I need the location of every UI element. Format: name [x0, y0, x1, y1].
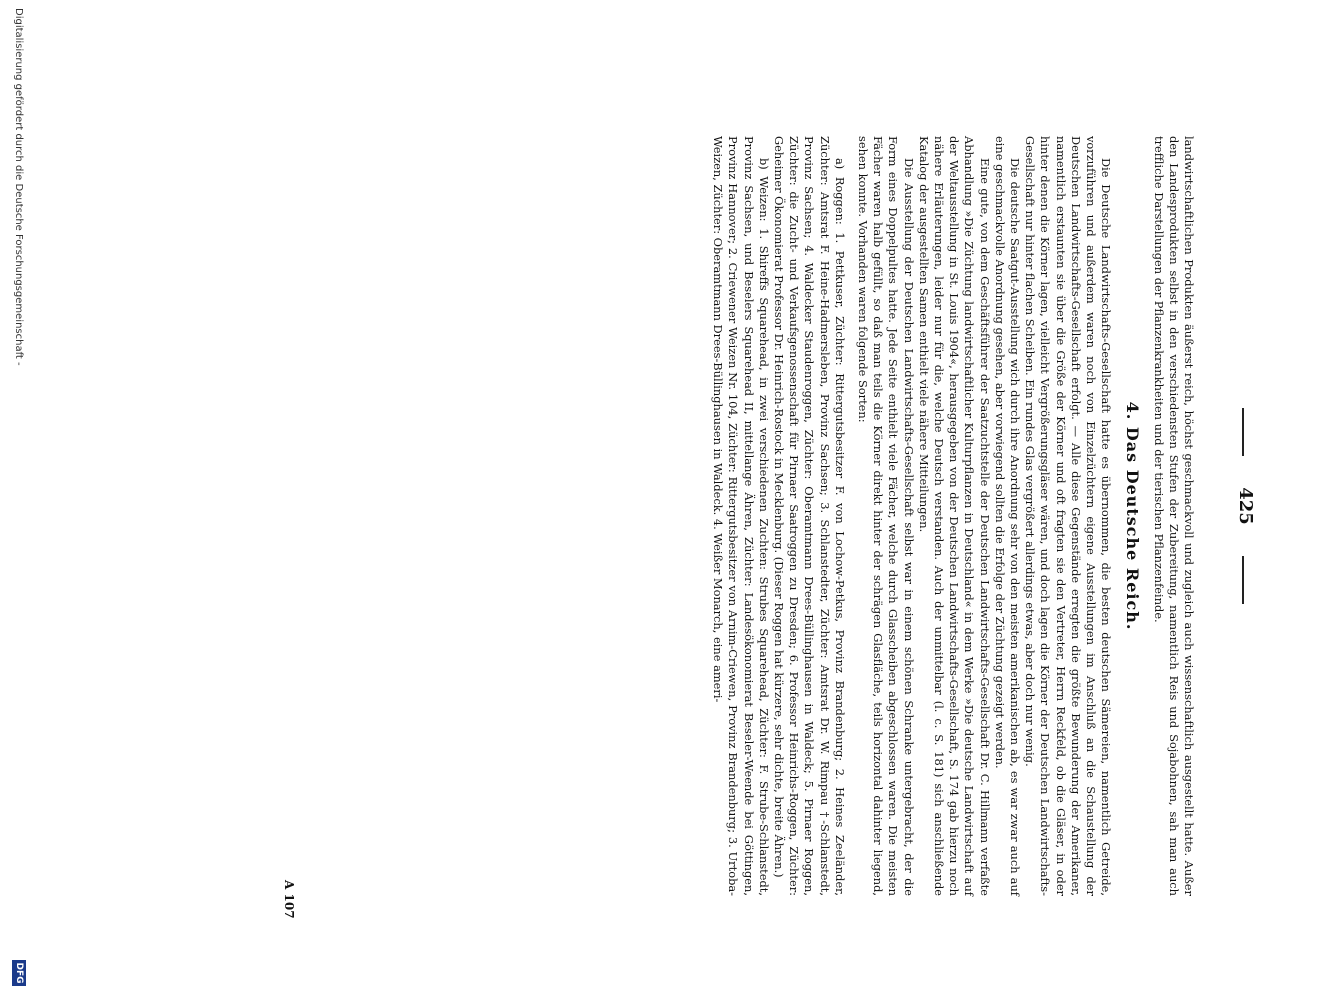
dfg-logo-icon: DFG — [12, 960, 26, 986]
page-number: 425 — [1235, 487, 1256, 525]
paragraph: Eine gute, von dem Geschäftsführer der Saatzuchtstelle der Deutschen Landwirtschafts-Gesellschaft Dr. C. Hillmann verfaßte Abhandlung »Die Züchtung landwirtschaftlicher Kulturpflanzen in Deutschland« in dem Werke »Die deutsche Landwirtschaft auf der Weltausstellung in St. Louis 1904«, herausgegeben von der Deutschen Landwirtschafts-Gesellschaft, S. 174 gab hierzu noch nähere Erläuterungen, leider nur für die, welche Deutsch verstanden. Auch der unmittelbar (l. c. S. 181) sich anschließende Katalog der ausgestellten Samen enthielt viele nähere Mitteilungen. — [916, 136, 992, 896]
paragraph: Die deutsche Saatgut-Ausstellung wich durch ihre Anordnung sehr von den meisten amerikanischen ab, es war zwar auch auf eine geschmackvolle Anordnung gesehen, aber vorwiegend sollten die Erfolge der Züchtung gezeigt werden. — [992, 136, 1022, 896]
paragraph: Die Deutsche Landwirtschafts-Gesellschaft hatte es übernommen, die besten deutschen Sämereien, namentlich Getreide, vorzuführen und außerdem waren noch von Einzelzüchtern eigene Ausstellungen im Anschluß an die Schaustellung der Deutschen Landwirtschafts-Gesellschaft erfolgt. — Alle diese Gegenstände erregten die größte Bewunderung der Amerikaner, namentlich erstaunten sie über die Größe der Körner und oft fragten sie den Vertreter, Herrn Reckfeld, ob die Gläser, in oder hinter denen die Körner lagen, vielleicht Vergrößerungsgläser wären, und doch lagen die Körner der Deutschen Landwirtschafts-Gesellschaft nur hinter flachen Scheiben. Ein rundes Glas vergrößert allerdings etwas, aber doch nur wenig. — [1023, 136, 1114, 896]
digitization-credit: Digitalisierung gefördert durch die Deutsche Forschungsgemeinschaft - — [13, 8, 24, 366]
header-rule-right — [1242, 556, 1244, 604]
list-paragraph-weizen: b) Weizen: 1. Shireffs Squarehead, in zwei verschiedenen Zuchten: Strubes Squarehead, Züchter: F. Strube-Schlanstedt, Provinz Sachsen, und Beselers Squarehead II, mittellange Ähren, Züchter: Landesökonomierat Beseler-Weende bei Göttingen, Provinz Hannover; 2. Criewener Weizen Nr. 104, Züchter: Rittergutsbesitzer von Arnim-Criewen, Provinz Brandenburg; 3. Urtoba-Weizen, Züchter: Oberamtmann Drees-Büllinghausen in Waldeck. 4. Weißer Monarch, eine ameri- — [711, 136, 771, 896]
header-rule-left — [1242, 408, 1244, 456]
printer-signature: A 107 — [282, 880, 296, 919]
page-body — [710, 136, 1196, 896]
section-heading: 4. Das Deutsche Reich. — [1123, 401, 1143, 631]
paragraph: Die Ausstellung der Deutschen Landwirtschafts-Gesellschaft selbst war in einem schönen Schranke untergebracht, der die Form eines Doppelpultes hatte. Jede Seite enthielt viele Fächer, welche durch Glasscheiben abgeschlossen waren. Die meisten Fächer waren halb gefüllt, so daß man teils die Körner direkt hinter der schrägen Glasfläche, teils horizontal dahinter liegend, sehen konnte. Vorhanden waren folgende Sorten: — [855, 136, 916, 896]
list-paragraph-roggen: a) Roggen: 1. Pettkuser, Züchter: Rittergutsbesitzer F. von Lochow-Petkus, Provinz Brandenburg; 2. Heines Zeeländer, Züchter: Amtsrat F. Heine-Hadmersleben, Provinz Sachsen; 3. Schlanstedter, Züchter: Amtsrat Dr. W. Rimpau †-Schlanstedt, Provinz Sachsen; 4. Waldecker Staudenroggen, Züchter: Oberamtmann Drees-Büllinghausen in Waldeck; 5. Pirnaer Roggen, Züchter: die Zucht- und Verkaufsgenossenschaft für Pirnaer Saatroggen zu Dresden; 6. Professor Heinrichs-Roggen, Züchter: Geheimer Ökonomierat Professor Dr. Heinrich-Rostock in Mecklenburg. (Dieser Roggen hat kürzere, sehr dichte, breite Ähren.) — [771, 136, 847, 896]
page-header — [1232, 0, 1256, 1000]
paragraph-continuation: landwirtschaftlichen Produkten äußerst reich, höchst geschmackvoll und zugleich auch wissenschaftlich ausgestellt hatte. Außer den Landesprodukten selbst in den verschiedensten Stufen der Zubereitung, namentlich Reis und Sojabohnen, sah man auch treffliche Darstellungen der Pflanzenkrankheiten und der tierischen Pflanzenfeinde. — [1151, 136, 1196, 896]
